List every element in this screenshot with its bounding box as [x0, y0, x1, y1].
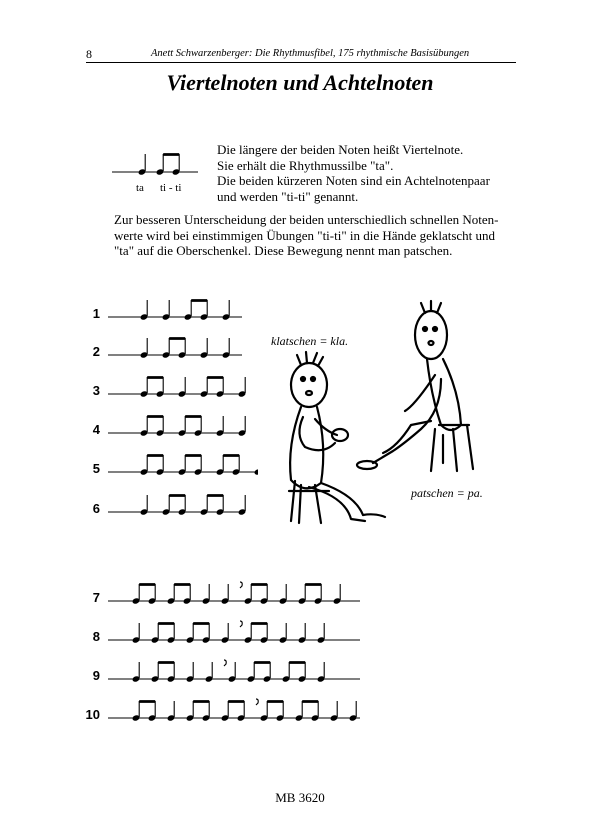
running-header: Anett Schwarzenberger: Die Rhythmusfibel, 175 rhythmische Basisübungen — [151, 48, 470, 59]
quarter-note — [140, 495, 149, 516]
eighth-pair — [216, 455, 241, 476]
eighth-pair — [295, 701, 320, 722]
eighth-pair — [151, 662, 176, 683]
exercise-number: 4 — [92, 422, 100, 437]
breath-mark-icon — [256, 699, 258, 705]
quarter-note — [132, 662, 141, 683]
eighth-pair — [151, 623, 176, 644]
eighth-pair — [178, 416, 203, 437]
eighth-pair — [167, 584, 192, 605]
exercise-number: 10 — [85, 707, 100, 722]
quarter-note — [186, 662, 195, 683]
quarter-note — [238, 416, 247, 437]
intro-line: Sie erhält die Rhythmussilbe "ta". — [217, 157, 394, 173]
eighth-pair — [162, 495, 187, 516]
breath-mark-icon — [240, 621, 242, 627]
exercise-number: 1 — [92, 306, 100, 321]
intro-line: Die längere der beiden Noten heißt Viertelnote. — [217, 142, 464, 157]
quarter-note — [140, 338, 149, 359]
intro-line: und werden "ti-ti" genannt. — [217, 188, 359, 204]
caption-patschen: patschen = pa. — [411, 486, 483, 500]
eighth-pair — [162, 338, 187, 359]
quarter-note — [221, 584, 230, 605]
page-number: 8 — [86, 47, 92, 61]
eighth-pair — [221, 701, 246, 722]
eighth-pair — [298, 584, 323, 605]
eighth-pair — [184, 300, 209, 321]
quarter-note — [317, 662, 326, 683]
intro-example — [110, 150, 200, 195]
exercise-staff — [108, 373, 258, 403]
quarter-note — [216, 416, 225, 437]
quarter-note — [222, 338, 231, 359]
page-title: Viertelnoten und Achtelnoten — [166, 70, 434, 95]
eighth-pair — [200, 495, 225, 516]
quarter-note — [238, 495, 247, 516]
exercise-number: 3 — [92, 383, 100, 398]
stick-figure-clapping-icon — [289, 352, 385, 523]
eighth-pair — [140, 455, 165, 476]
syllable-ta: ta — [136, 182, 144, 194]
eighth-pair — [247, 662, 272, 683]
quarter-note — [200, 338, 209, 359]
quarter-note — [162, 300, 171, 321]
eighth-pair — [132, 701, 157, 722]
eighth-pair — [140, 377, 165, 398]
eighth-pair — [186, 623, 211, 644]
exercise-staff — [108, 697, 368, 727]
exercise-staff — [108, 658, 368, 688]
syllable-ti-ti: ti - ti — [160, 182, 182, 194]
footer-code: MB 3620 — [275, 790, 325, 805]
quarter-note — [279, 623, 288, 644]
caption-klatschen: klatschen = kla. — [271, 334, 349, 348]
quarter-note — [279, 584, 288, 605]
exercise-number: 9 — [92, 668, 100, 683]
breath-mark-icon — [240, 582, 242, 588]
eighth-pair — [140, 416, 165, 437]
quarter-note — [140, 300, 149, 321]
exercise-number: 6 — [92, 501, 100, 516]
eighth-pair — [186, 701, 211, 722]
quarter-note — [178, 377, 187, 398]
quarter-note — [221, 623, 230, 644]
eighth-pair — [244, 584, 269, 605]
stick-figure-patting-icon — [357, 301, 473, 471]
quarter-note — [132, 623, 141, 644]
exercise-staff — [108, 412, 258, 442]
quarter-note — [349, 701, 358, 722]
eighth-pair — [178, 455, 203, 476]
header-rule — [86, 62, 516, 63]
exercise-staff — [108, 451, 258, 481]
exercise-staff — [108, 491, 258, 521]
quarter-note — [333, 584, 342, 605]
quarter-note — [298, 623, 307, 644]
quarter-note — [330, 701, 339, 722]
exercise-staff — [108, 580, 368, 610]
quarter-note — [202, 584, 211, 605]
eighth-pair — [260, 701, 285, 722]
eighth-pair — [132, 584, 157, 605]
exercise-staff — [108, 619, 368, 649]
eighth-pair — [282, 662, 307, 683]
exercise-number: 7 — [92, 590, 100, 605]
exercise-number: 8 — [92, 629, 100, 644]
quarter-note-icon — [138, 154, 147, 176]
quarter-note — [205, 662, 214, 683]
breath-mark-icon — [224, 660, 226, 666]
eighth-pair — [244, 623, 269, 644]
paragraph-line: "ta" auf die Oberschenkel. Diese Bewegung nennt man patschen. — [114, 243, 453, 258]
clap-pat-illustration — [265, 295, 525, 545]
quarter-note — [254, 455, 258, 476]
intro-line: Die beiden kürzeren Noten sind ein Achtelnotenpaar — [217, 173, 490, 188]
quarter-note — [222, 300, 231, 321]
paragraph-line: werte wird bei einstimmigen Übungen "ti-ti" in die Hände geklatscht und — [114, 227, 496, 243]
quarter-note — [238, 377, 247, 398]
paragraph-line: Zur besseren Unterscheidung der beiden unterschiedlich schnellen Noten- — [114, 212, 499, 227]
quarter-note — [317, 623, 326, 644]
eighth-pair — [200, 377, 225, 398]
quarter-note — [228, 662, 237, 683]
intro-text — [217, 142, 517, 204]
quarter-note — [167, 701, 176, 722]
explanation-paragraph — [114, 212, 514, 259]
exercise-staff — [108, 296, 258, 326]
exercise-staff — [108, 334, 258, 364]
exercise-number: 2 — [92, 344, 100, 359]
exercise-number: 5 — [92, 461, 100, 476]
